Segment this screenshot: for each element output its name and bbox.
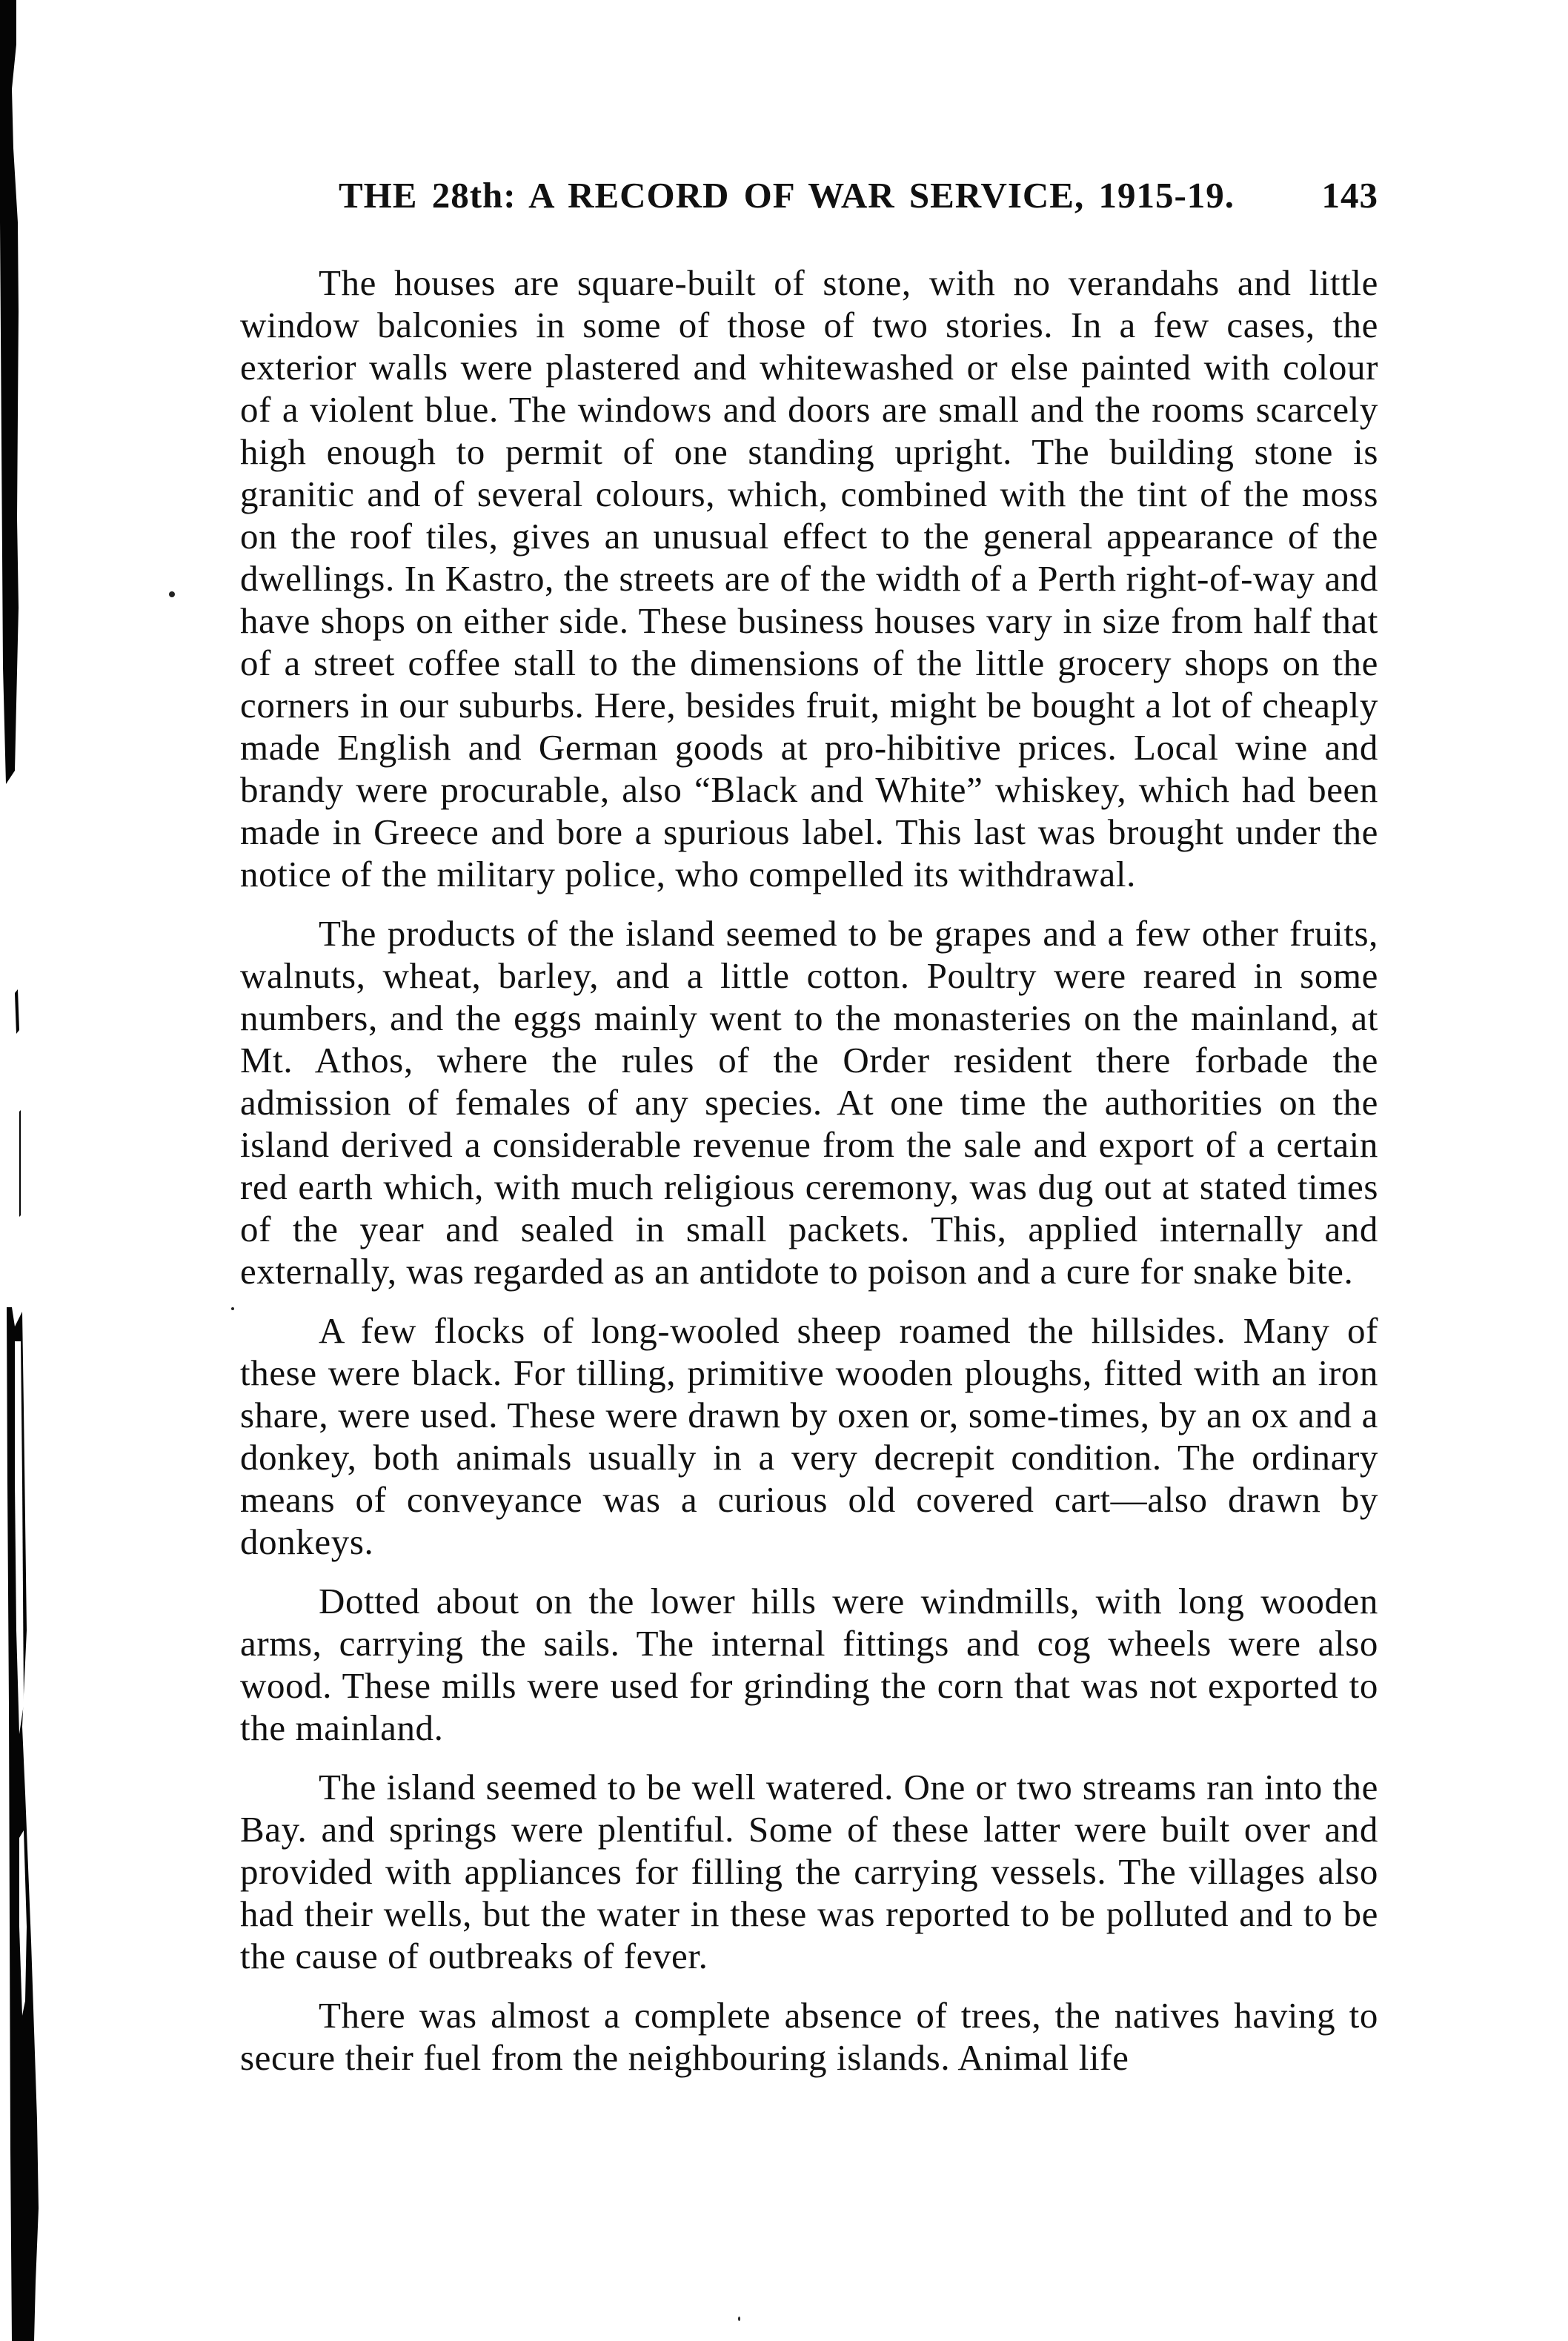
binding-shadow-mark-2 <box>19 1110 21 1217</box>
running-title: THE 28th: A RECORD OF WAR SERVICE, 1915-19. <box>339 175 1235 216</box>
paper-speck <box>169 591 175 597</box>
paragraph-products: The products of the island seemed to be grapes and a few other fruits, walnuts, wheat, barley, and a little cotton. Poultry were reared in some numbers, and the eggs mainly went to the monasteries on the mainland, at Mt. Athos, where the rules of the Order resident there forbade the admission of females of any species. At one time the authorities on the island derived a considerable revenue from the sale and export of a certain red earth which, with much religious ceremony, was dug out at stated times of the year and sealed in small packets. This, applied internally and externally, was regarded as an antidote to poison and a cure for snake bite. <box>240 913 1378 1292</box>
paper-speck <box>231 1307 234 1310</box>
paper-speck <box>738 2317 740 2321</box>
page-number: 143 <box>1321 175 1378 216</box>
paragraph-trees: There was almost a complete absence of trees, the natives having to secure their fuel from the neighbouring islands. Animal life <box>240 1995 1378 2078</box>
paragraph-windmills: Dotted about on the lower hills were windmills, with long wooden arms, carrying the sails. The internal fittings and cog wheels were also wood. These mills were used for grinding the corn that was not exported to the mainland. <box>240 1581 1378 1748</box>
binding-shadow-top <box>0 0 19 784</box>
binding-shadow-mark-1 <box>15 989 19 1034</box>
paragraph-houses: The houses are square-built of stone, with no verandahs and little window balconies in some of those of two stories. In a few cases, the exterior walls were plastered and whitewashed or else painted with colour of a violent blue. The windows and doors are small and the rooms scarcely high enough to permit of one standing upright. The building stone is granitic and of several colours, which, combined with the tint of the moss on the roof tiles, gives an unusual effect to the general appearance of the dwellings. In Kastro, the streets are of the width of a Perth right-of-way and have shops on either side. These business houses vary in size from half that of a street coffee stall to the dimensions of the little grocery shops on the corners in our suburbs. Here, besides fruit, might be bought a lot of cheaply made English and German goods at pro-hibitive prices. Local wine and brandy were procurable, also “Black and White” whiskey, which had been made in Greece and bore a spurious label. This last was brought under the notice of the military police, who compelled its withdrawal. <box>240 262 1378 894</box>
binding-shadow-bottom <box>7 1307 39 2341</box>
body-text <box>240 262 1378 2079</box>
running-header <box>339 174 1378 216</box>
paragraph-water: The island seemed to be well watered. One or two streams ran into the Bay. and springs were plentiful. Some of these latter were built over and provided with appliances for filling the carrying vessels. The villages also had their wells, but the water in these was reported to be polluted and to be the cause of outbreaks of fever. <box>240 1767 1378 1976</box>
paragraph-sheep: A few flocks of long-wooled sheep roamed the hillsides. Many of these were black. For tilling, primitive wooden ploughs, fitted with an iron share, were used. These were drawn by oxen or, some-times, by an ox and a donkey, both animals usually in a very decrepit condition. The ordinary means of conveyance was a curious old covered cart—also drawn by donkeys. <box>240 1310 1378 1562</box>
binding-shadow <box>0 0 89 2341</box>
